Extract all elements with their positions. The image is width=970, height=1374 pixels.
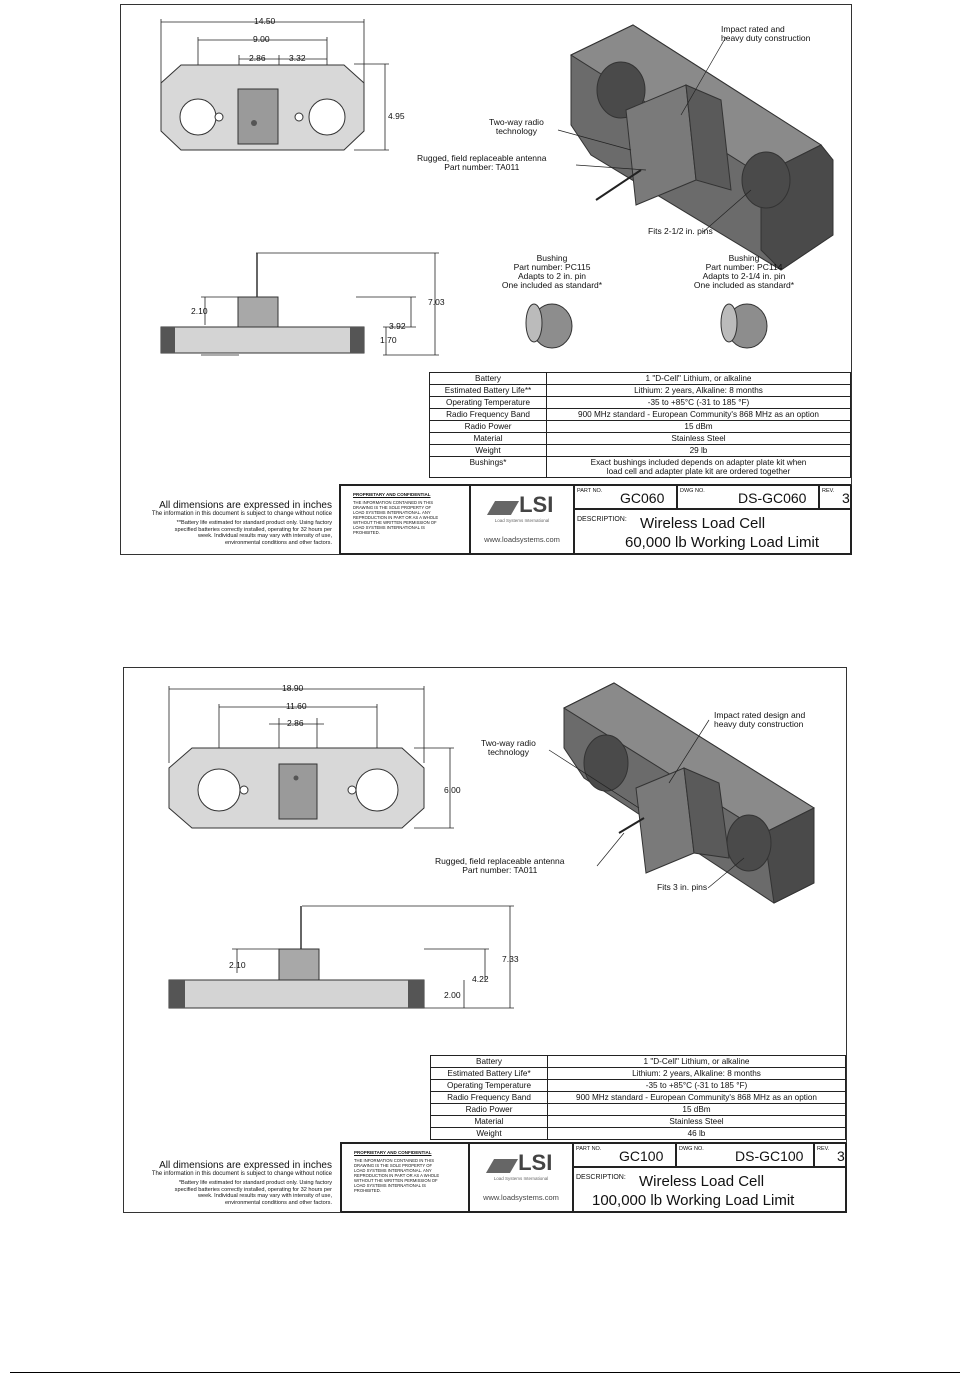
callout-pins: Fits 2-1/2 in. pins — [648, 226, 713, 236]
dwg-no-cell: DWG NO. DS-GC060 — [677, 485, 819, 509]
page-footer-rule — [10, 1372, 960, 1373]
logo-cell — [469, 1143, 573, 1213]
drawing-number: DS-GC060 — [738, 490, 807, 506]
proprietary-cell — [341, 1143, 469, 1213]
bushing-pc114: Bushing Part number: PC114 Adapts to 2-1/4 in. pin One included as standard* — [693, 253, 795, 290]
callout-radio: Two-way radio technology — [489, 117, 544, 136]
spec-row: Radio Frequency Band 900 MHz standard - European Community's 868 MHz as an option — [430, 409, 851, 421]
revision: 3 — [842, 490, 850, 506]
spec-row: Radio Power 15 dBm — [431, 1104, 846, 1116]
proprietary-body: THE INFORMATION CONTAINED IN THIS DRAWING IS THE SOLE PROPERTY OF LOAD SYSTEMS INTERNATIONAL. ANY REPRODUCTION IN PART OR AS A WHOLE WITHOUT THE WRITTEN PERMISSION OF LOAD SYSTEMS INTERNATIONAL IS PROHIBITED. — [353, 500, 439, 535]
bushing-pc115: Bushing Part number: PC115 Adapts to 2 in. pin One included as standard* — [501, 253, 603, 290]
callout-radio: Two-way radio technology — [481, 738, 536, 757]
drawing-sheet-gc100 — [123, 667, 847, 1213]
drawing-number: DS-GC100 — [735, 1148, 804, 1164]
dim-base: 2.00 — [444, 990, 461, 1000]
part-no-cell: PART NO. GC060 — [574, 485, 677, 509]
callout-pins: Fits 3 in. pins — [657, 882, 708, 892]
rev-cell: REV. 3 — [814, 1143, 847, 1167]
rev-cell: REV. 3 — [819, 485, 852, 509]
description-line2: 60,000 lb Working Load Limit — [625, 534, 820, 551]
spec-row: Radio Power 15 dBm — [430, 421, 851, 433]
website-url: www.loadsystems.com — [483, 1193, 559, 1202]
dim-pin-centers: 9.00 — [253, 34, 270, 44]
notes-title: All dimensions are expressed in inches — [159, 1160, 332, 1171]
drawing-sheet-gc060 — [120, 4, 852, 555]
dim-box-width: 2.86 — [249, 53, 266, 63]
notes-sub: The information in this document is subject to change without notice — [151, 511, 332, 517]
description-line1: Wireless Load Cell — [640, 515, 766, 532]
callout-impact: Impact rated design and heavy duty construction — [714, 710, 806, 729]
spec-row: Estimated Battery Life* Lithium: 2 years, Alkaline: 8 months — [431, 1068, 846, 1080]
notes-battery: **Battery life estimated for standard product only. Using factory specified batteries correctly installed, operating for 32 hours per week. Individual results may vary with intensity of use, environmental conditions and other factors. — [174, 520, 332, 546]
description-line2: 100,000 lb Working Load Limit — [592, 1192, 795, 1209]
spec-row: Material Stainless Steel — [430, 433, 851, 445]
dim-mid: 4.22 — [472, 974, 489, 984]
dwg-no-cell: DWG NO. DS-GC100 — [676, 1143, 814, 1167]
callout-antenna: Rugged, field replaceable antenna Part number: TA011 — [435, 856, 565, 875]
proprietary-cell — [340, 485, 470, 555]
lsi-logo: LSI — [471, 492, 573, 518]
spec-row: Operating Temperature -35 to +85°C (-31 to 185 °F) — [430, 397, 851, 409]
website-url: www.loadsystems.com — [484, 535, 560, 544]
dim-overall-length: 18.90 — [282, 683, 304, 693]
spec-table — [429, 372, 851, 478]
dim-side-top: 2.10 — [191, 306, 208, 316]
notes-sub: The information in this document is subject to change without notice — [151, 1171, 332, 1177]
part-number: GC060 — [620, 490, 665, 506]
dim-height: 6.00 — [444, 785, 461, 795]
notes-title: All dimensions are expressed in inches — [159, 500, 332, 511]
notes-block — [127, 500, 332, 546]
notes-block — [127, 1160, 332, 1206]
spec-row: Battery 1 "D-Cell" Lithium, or alkaline — [430, 373, 851, 385]
dim-base: 1.70 — [380, 335, 397, 345]
part-no-cell: PART NO. GC100 — [573, 1143, 676, 1167]
spec-row: Battery 1 "D-Cell" Lithium, or alkaline — [431, 1056, 846, 1068]
description-cell: DESCRIPTION: Wireless Load Cell 100,000 lb Working Load Limit — [573, 1167, 847, 1213]
dim-total-height: 7.03 — [428, 297, 445, 307]
logo-cell — [470, 485, 574, 555]
spec-row: Material Stainless Steel — [431, 1116, 846, 1128]
spec-row: Bushings* Exact bushings included depends on adapter plate kit when load cell and adapter plate kit are ordered together — [430, 457, 851, 478]
callout-antenna: Rugged, field replaceable antenna Part number: TA011 — [417, 153, 547, 172]
description-line1: Wireless Load Cell — [639, 1173, 765, 1190]
dim-pin-centers: 11.60 — [286, 701, 307, 711]
spec-table — [430, 1055, 846, 1140]
spec-row: Operating Temperature -35 to +85°C (-31 to 185 °F) — [431, 1080, 846, 1092]
spec-row: Radio Frequency Band 900 MHz standard - European Community's 868 MHz as an option — [431, 1092, 846, 1104]
dim-side-top: 2.10 — [229, 960, 246, 970]
part-number: GC100 — [619, 1148, 664, 1164]
spec-row: Weight 46 lb — [431, 1128, 846, 1140]
revision: 3 — [837, 1148, 845, 1164]
lsi-logo: LSI — [470, 1150, 572, 1176]
logo-subtitle: Load Systems International — [493, 1176, 549, 1181]
proprietary-title: PROPRIETARY AND CONFIDENTIAL — [353, 492, 431, 497]
dim-offset: 3.32 — [289, 53, 306, 63]
callout-impact: Impact rated and heavy duty construction — [721, 24, 811, 43]
dim-height: 4.95 — [388, 111, 405, 121]
proprietary-title: PROPRIETARY AND CONFIDENTIAL — [354, 1150, 432, 1155]
title-block — [339, 484, 851, 554]
dim-box-width: 2.86 — [287, 718, 304, 728]
notes-battery: *Battery life estimated for standard product only. Using factory specified batteries correctly installed, operating for 32 hours per week. Individual results may vary with intensity of use, environmental conditions and other factors. — [174, 1180, 332, 1206]
proprietary-body: THE INFORMATION CONTAINED IN THIS DRAWING IS THE SOLE PROPERTY OF LOAD SYSTEMS INTERNATIONAL. ANY REPRODUCTION IN PART OR AS A WHOLE WITHOUT THE WRITTEN PERMISSION OF LOAD SYSTEMS INTERNATIONAL IS PROHIBITED. — [354, 1158, 440, 1193]
dim-overall-length: 14.50 — [254, 16, 276, 26]
spec-row: Estimated Battery Life** Lithium: 2 years, Alkaline: 8 months — [430, 385, 851, 397]
logo-subtitle: Load Systems International — [494, 518, 550, 523]
title-block — [340, 1142, 846, 1212]
dim-mid: 3.92 — [389, 321, 406, 331]
description-cell: DESCRIPTION: Wireless Load Cell 60,000 lb Working Load Limit — [574, 509, 852, 555]
spec-row: Weight 29 lb — [430, 445, 851, 457]
dim-total-height: 7.33 — [502, 954, 519, 964]
